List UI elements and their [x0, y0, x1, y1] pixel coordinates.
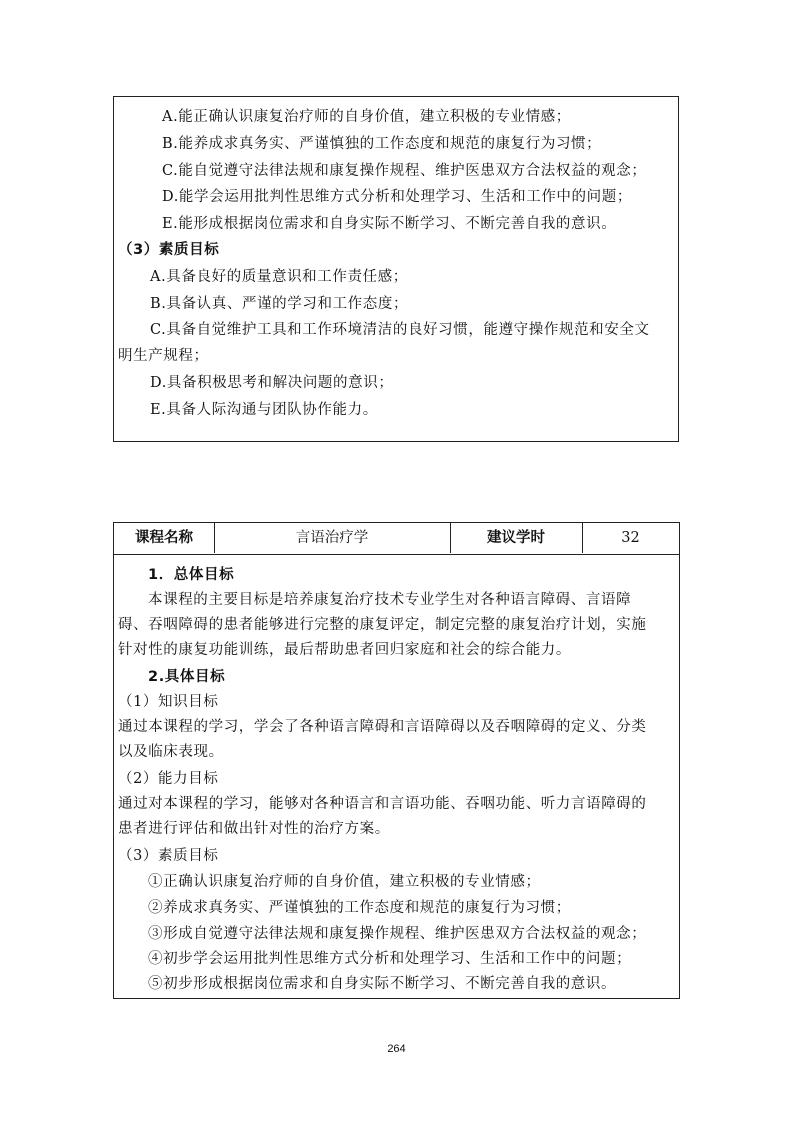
quality-heading-2: （3）素质目标: [118, 848, 219, 864]
quality-item-c-cont: 明生产规程；: [118, 348, 209, 364]
ability-line: 通过对本课程的学习，能够对各种语言和言语功能、吞咽功能、听力言语障碍的: [118, 796, 647, 812]
ability-heading: （2）能力目标: [118, 771, 219, 787]
knowledge-line: 通过本课程的学习，学会了各种语言障碍和言语障碍以及吞咽障碍的定义、分类: [118, 719, 647, 735]
quality-item-a: A.具备良好的质量意识和工作责任感；: [150, 269, 408, 285]
course-hours-value: 32: [621, 530, 640, 546]
overall-line: 针对性的康复功能训练，最后帮助患者回归家庭和社会的综合能力。: [118, 642, 571, 658]
ability-line-d: D.能学会运用批判性思维方式分析和处理学习、生活和工作中的问题；: [162, 189, 632, 205]
course-header-row: [114, 523, 679, 555]
quality-line: ③形成自觉遵守法律法规和康复操作规程、维护医患双方合法权益的观念；: [148, 926, 647, 942]
overall-line: 本课程的主要目标是培养康复治疗技术专业学生对各种语言障碍、言语障: [148, 592, 632, 608]
knowledge-heading: （1）知识目标: [118, 694, 219, 710]
course-hours-label: 建议学时: [487, 530, 545, 546]
specific-heading: 2.具体目标: [148, 669, 226, 685]
course-name-value: 言语治疗学: [295, 530, 369, 546]
overall-line: 碍、吞咽障碍的患者能够进行完整的康复评定，制定完整的康复治疗计划，实施: [118, 617, 647, 633]
ability-line-b: B.能养成求真务实、严谨慎独的工作态度和规范的康复行为习惯；: [162, 136, 602, 152]
ability-line-c: C.能自觉遵守法律法规和康复操作规程、维护医患双方合法权益的观念；: [162, 163, 647, 179]
quality-item-e: E.具备人际沟通与团队协作能力。: [150, 402, 378, 418]
quality-item-c: C.具备自觉维护工具和工作环境清洁的良好习惯，能遵守操作规范和安全文: [150, 322, 650, 338]
quality-item-b: B.具备认真、严谨的学习和工作态度；: [150, 296, 409, 312]
overall-heading: 1．总体目标: [148, 567, 235, 583]
ability-objectives-box: [113, 96, 679, 442]
quality-heading: （3）素质目标: [118, 242, 220, 258]
ability-line-a: A.能正确认识康复治疗师的自身价值，建立积极的专业情感；: [162, 109, 571, 125]
quality-line: ④初步学会运用批判性思维方式分析和处理学习、生活和工作中的问题；: [148, 951, 632, 967]
course-table: [113, 522, 680, 999]
quality-line: ⑤初步形成根据岗位需求和自身实际不断学习、不断完善自我的意识。: [148, 976, 617, 992]
knowledge-line: 以及临床表现。: [118, 744, 224, 760]
ability-line: 患者进行评估和做出针对性的治疗方案。: [118, 821, 390, 837]
quality-line: ①正确认识康复治疗师的自身价值，建立积极的专业情感；: [148, 874, 541, 890]
ability-line-e: E.能形成根据岗位需求和自身实际不断学习、不断完善自我的意识。: [162, 216, 617, 232]
course-name-label: 课程名称: [135, 530, 193, 546]
quality-line: ②养成求真务实、严谨慎独的工作态度和规范的康复行为习惯；: [148, 900, 571, 916]
page-number: 264: [387, 1043, 406, 1055]
quality-item-d: D.具备积极思考和解决问题的意识；: [150, 375, 394, 391]
